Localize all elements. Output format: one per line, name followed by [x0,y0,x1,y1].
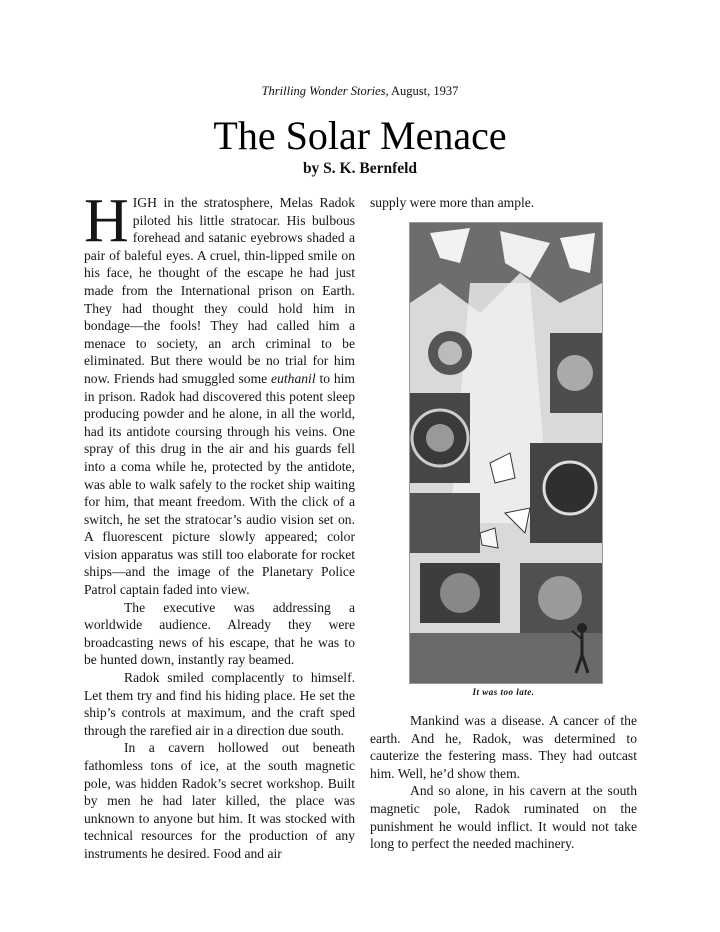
left-column [84,187,355,863]
story-illustration [409,222,603,684]
paragraph-continued: supply were more than ample. [370,195,535,210]
byline: by S. K. Bernfeld [302,160,418,177]
illustration-caption: It was too late. [472,687,535,697]
drop-cap: H [84,187,129,255]
magazine-name: Thrilling Wonder Stories [261,84,386,98]
paragraph-3: Radok smiled complacently to himself. Let them try and find his hiding place. He set the ship’s controls at maximum, and the craft sped through the rarefied air in a direction due south. [84,670,355,738]
publication-line [0,84,720,99]
paragraph-5: Mankind was a disease. A cancer of the earth. And he, Radok, was determined to cauterize the festering mass. They had outcast him. Well, he’d show them. [370,713,637,781]
emphasis-euthanil: euthanil [271,370,316,386]
paragraph-1 [84,187,355,599]
paragraph-4: In a cavern hollowed out beneath fathomless tons of ice, at the south magnetic pole, was hidden Radok’s secret workshop. Built by men he had later killed, the place was unknown to anyone but him. It was stocked with technical resources for the production of any instruments he desired. Food and air [84,740,355,861]
right-column-bottom [370,712,637,853]
paragraph-6: And so alone, in his cavern at the south magnetic pole, Radok ruminated on the punishment he would inflict. It would not take long to perfect the needed machinery. [370,783,637,852]
story-title: The Solar Menace [213,113,507,158]
paragraph-1-text-a: IGH in the stratosphere, Melas Radok piloted his little stratocar. His bulbous forehead and satanic eyebrows shaded a pair of baleful eyes. A cruel, thin-lipped smile on his face, he thought of the escape he had just made from the International prison on Earth. They had thought they could hold him in bondage—the fools! They had called him a menace to society, an arch criminal to be eliminated. But there would be no trial for him now. Friends had smuggled some [84,195,355,386]
publication-date: , August, 1937 [385,84,459,98]
paragraph-1-text-b: to him in prison. Radok had discovered this potent sleep producing powder and he alone, in all the world, had its antidote coursing through his veins. One spray of this drug in the air and his guards fell into a coma while he, protected by the antidote, was able to walk safely to the rocket ship waiting for him, that meant freedom. With the click of a switch, he set the stratocar’s audio vision set on. A fluorescent picture slowly appeared; color vision apparatus was still too elaborate for rocket ships—and the image of the Planetary Police Patrol captain faded into view. [84,370,355,598]
paragraph-2: The executive was addressing a worldwide audience. Already they were broadcasting news of his escape, that he was to be hunted down, instantly ray beamed. [84,599,355,668]
right-column-top [370,194,637,212]
